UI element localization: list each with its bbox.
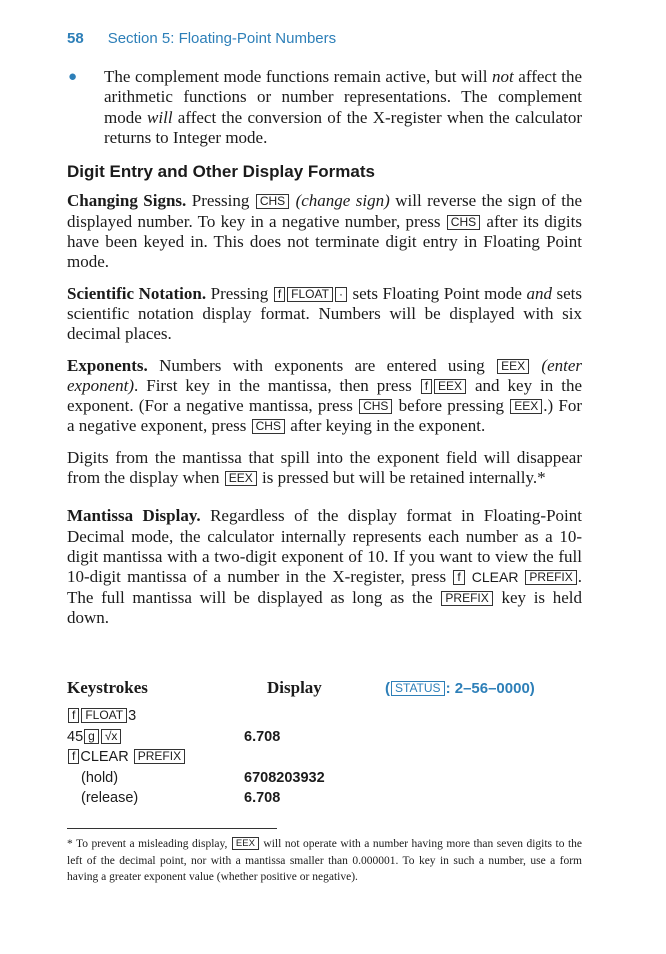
f-key: f [68, 708, 79, 723]
f-key: f [68, 749, 79, 764]
display-value: 6.708 [244, 728, 281, 745]
footnote: * To prevent a misleading display, EEX will not operate with a number having more than seven digits to the left of the decimal point, nor with a mantissa smaller than 0.000001. To key in such a number, use a form having a greater exponent value (whether positive or negative). [67, 838, 582, 883]
status-indicator: ( STATUS : 2–56–0000) [385, 680, 535, 697]
page-body [67, 67, 582, 639]
square-root-key: √x [101, 729, 122, 744]
eex-key: EEX [434, 379, 466, 394]
footnote-divider [67, 828, 277, 829]
page-number: 58 [67, 30, 84, 47]
g-key: g [84, 729, 99, 744]
section-title: Section 5: Floating-Point Numbers [107, 30, 337, 47]
table-header [67, 678, 587, 708]
prefix-key: PREFIX [441, 591, 492, 606]
digits-paragraph: Digits from the mantissa that spill into the exponent field will disappear from the display when EEX is pressed but will be retained internally.* [67, 447, 582, 488]
exponents-paragraph: Exponents. Numbers with exponents are entered using EEX (enter exponent). First key in the mantissa, then press f EEX and key in the exponent. (For a negative mantissa, press CHS before pressing EEX .) For a negative exponent, press CHS after keying in the exponent. [67, 355, 582, 436]
decimal-point-key: · [335, 287, 347, 302]
prefix-key: PREFIX [134, 749, 185, 764]
status-key: STATUS [391, 681, 445, 696]
bullet-dot-icon: ● [68, 69, 78, 85]
mantissa-display-paragraph: Mantissa Display. Regardless of the display format in Floating-Point Decimal mode, the calculator internally represents each number as a 10-digit mantissa with a two-digit exponent of 10. If you want to view the full 10-digit mantissa of a number in the X-register, press f CLEAR PREFIX . The full mantissa will be displayed as long as the PREFIX key is held down. [67, 506, 582, 627]
eex-key: EEX [225, 471, 257, 486]
display-column-header: Display [267, 678, 322, 697]
table-row: f CLEAR PREFIX [67, 749, 587, 770]
eex-key: EEX [497, 359, 529, 374]
f-key: f [453, 570, 464, 585]
chs-key: CHS [252, 419, 285, 434]
chs-key: CHS [447, 215, 480, 230]
keystroke-table [67, 678, 587, 811]
keystrokes-column-header: Keystrokes [67, 678, 148, 697]
table-row: (hold) 6708203932 [81, 769, 325, 786]
chs-key: CHS [256, 194, 289, 209]
float-key: FLOAT [81, 708, 127, 723]
table-row: f FLOAT 3 [67, 708, 587, 729]
scientific-notation-paragraph: Scientific Notation. Pressing f FLOAT · sets Floating Point mode and sets scientific notation display format. Numbers will be displayed with six decimal places. [67, 283, 583, 344]
section-heading: Digit Entry and Other Display Formats [67, 162, 375, 182]
eex-key: EEX [232, 837, 259, 850]
display-value: 6708203932 [244, 769, 325, 786]
changing-signs-paragraph: Changing Signs. Pressing CHS (change sign) will reverse the sign of the displayed number. To key in a negative number, press CHS after its digits have been keyed in. This does not terminate digit entry in Floating Point mode. [67, 191, 582, 272]
page-header [67, 30, 336, 47]
bullet-item [67, 67, 582, 148]
prefix-key: PREFIX [525, 570, 576, 585]
display-value: 6.708 [244, 790, 281, 806]
table-row: 45 g √x 6.708 [67, 728, 281, 745]
table-row: (release) 6.708 [81, 790, 281, 806]
eex-key: EEX [510, 399, 542, 414]
bullet-text: The complement mode functions remain active, but will not affect the arithmetic functions or number representations. The complement mode will affect the conversion of the X-register when the calculator returns to Integer mode. [104, 67, 582, 147]
chs-key: CHS [359, 399, 392, 414]
f-key: f [421, 379, 432, 394]
f-key: f [274, 287, 285, 302]
float-key: FLOAT [287, 287, 333, 302]
